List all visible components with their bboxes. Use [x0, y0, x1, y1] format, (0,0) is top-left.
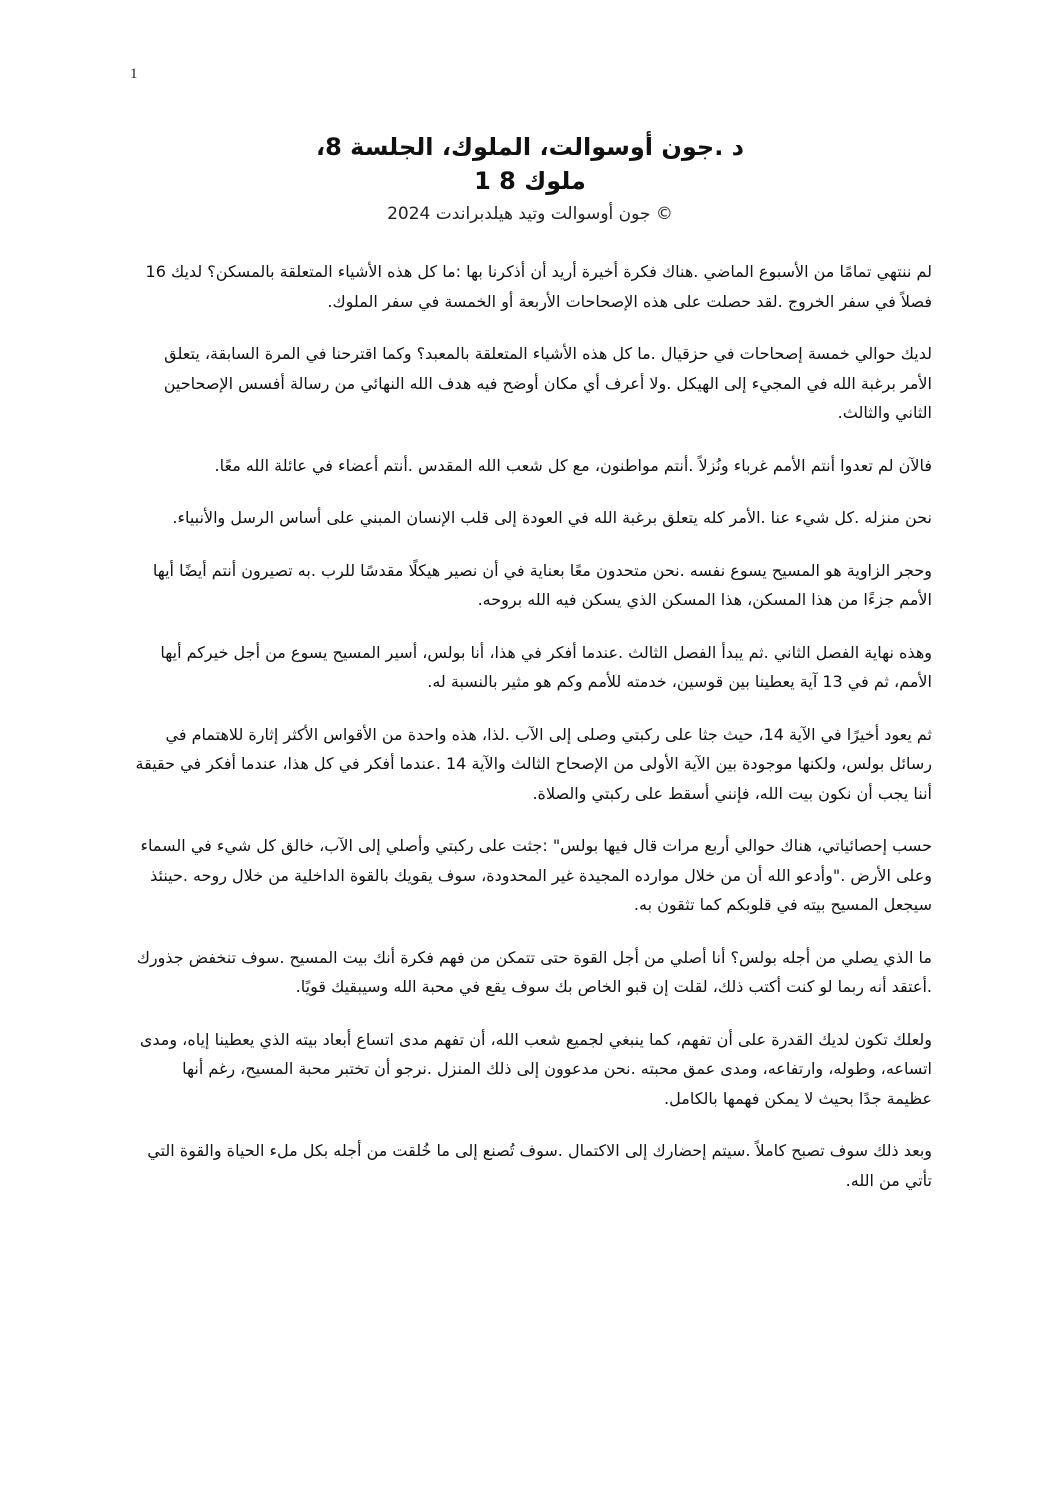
paragraph-1: لم ننتهي تمامًا من الأسبوع الماضي .هناك فكرة أخيرة أريد أن أذكرنا بها :ما كل هذه الأشياء المتعلقة بالمسكن؟ لديك 16 فصلاً في سفر الخروج .لقد حصلت على هذه الإصحاحات الأربعة أو الخمسة في سفر الملوك.: [145, 262, 932, 311]
copyright-line: جون أوسوالت وتيد هيلدبراندت 2024 ©: [387, 204, 673, 224]
page-number: 1: [130, 66, 138, 82]
document-body: [132, 257, 932, 1218]
paragraph-5: وحجر الزاوية هو المسيح يسوع نفسه .نحن متحدون معًا بعناية في أن نصير هيكلًا مقدسًا للرب .به تصيرون أنتم أيضًا أيها الأمم جزءًا من هذا المسكن، هذا المسكن الذي يسكن فيه الله بروحه.: [152, 560, 932, 609]
paragraph-9: ما الذي يصلي من أجله بولس؟ أنا أصلي من أجل القوة حتى تتمكن من فهم فكرة أنك بيت المسيح .سوف تنخفض جذورك .أعتقد أنه ربما لو كنت أكتب ذلك، لقلت إن قبو الخاص بك سوف يقع في محبة الله وسيبقيك قويًا.: [136, 947, 932, 996]
paragraph-7: ثم يعود أخيرًا في الآية 14، حيث جثا على ركبتي وصلى إلى الآب .لذا، هذه واحدة من الأقواس الأكثر إثارة للاهتمام في رسائل بولس، ولكنها موجودة بين الآية الأولى من الإصحاح الثالث والآية 14 .عندما أفكر في كل هذا، عندما أفكر في حقيقة أننا يجب أن نكون بيت الله، فإنني أسقط على ركبتي والصلاة.: [135, 724, 932, 803]
paragraph-4: نحن منزله .كل شيء عنا .الأمر كله يتعلق برغبة الله في العودة إلى قلب الإنسان المبني على أساس الرسل والأنبياء.: [172, 508, 932, 527]
paragraph-2: لديك حوالي خمسة إصحاحات في حزقيال .ما كل هذه الأشياء المتعلقة بالمعبد؟ وكما اقترحنا في المرة السابقة، يتعلق الأمر برغبة الله في المجيء إلى الهيكل .ولا أعرف أي مكان أوضح فيه هدف الله النهائي من رسالة أفسس الإصحاحين الثاني والثالث.: [163, 344, 932, 422]
page-title: ،د .جون أوسوالت، الملوك، الجلسة 8: [315, 133, 744, 161]
paragraph-11: وبعد ذلك سوف تصبح كاملاً .سيتم إحضارك إلى الاكتمال .سوف تُصنع إلى ما خُلقت من أجله بكل ملء الحياة والقوة التي تأتي من الله.: [147, 1141, 932, 1190]
paragraph-10: ولعلك تكون لديك القدرة على أن تفهم، كما ينبغي لجميع شعب الله، أن تفهم مدى اتساع أبعاد بيته الذي يعطينا إياه، ومدى اتساعه، وطوله، وارتفاعه، ومدى عمق محبته .نحن مدعوون إلى ذلك المنزل .نرجو أن تختبر محبة المسيح، رغم أنها عظيمة جدًا بحيث لا يمكن فهمها بالكامل.: [139, 1029, 932, 1108]
page-subtitle: ملوك 8 1: [474, 167, 586, 195]
paragraph-8: حسب إحصائياتي، هناك حوالي أربع مرات قال فيها بولس" :جثت على ركبتي وأصلي إلى الآب، خالق كل شيء في السماء وعلى الأرض ."وأدعو الله أن من خلال موارده المجيدة غير المحدودة، سوف يقويك بالقوة الداخلية من خلال روحه .حينئذ سيجعل المسيح بيته في قلوبكم كما تثقون به.: [140, 836, 932, 914]
paragraph-3: فالآن لم تعدوا أنتم الأمم غرباء ونُزلاً .أنتم مواطنون، مع كل شعب الله المقدس .أنتم أعضاء في عائلة الله معًا.: [214, 455, 932, 475]
document-header: [130, 130, 930, 228]
paragraph-6: وهذه نهاية الفصل الثاني .ثم يبدأ الفصل الثالث .عندما أفكر في هذا، أنا بولس، أسير المسيح يسوع من أجل خيركم أيها الأمم، ثم في 13 آية يعطينا بين قوسين، خدمته للأمم وكم هو مثير بالنسبة له.: [160, 642, 932, 691]
